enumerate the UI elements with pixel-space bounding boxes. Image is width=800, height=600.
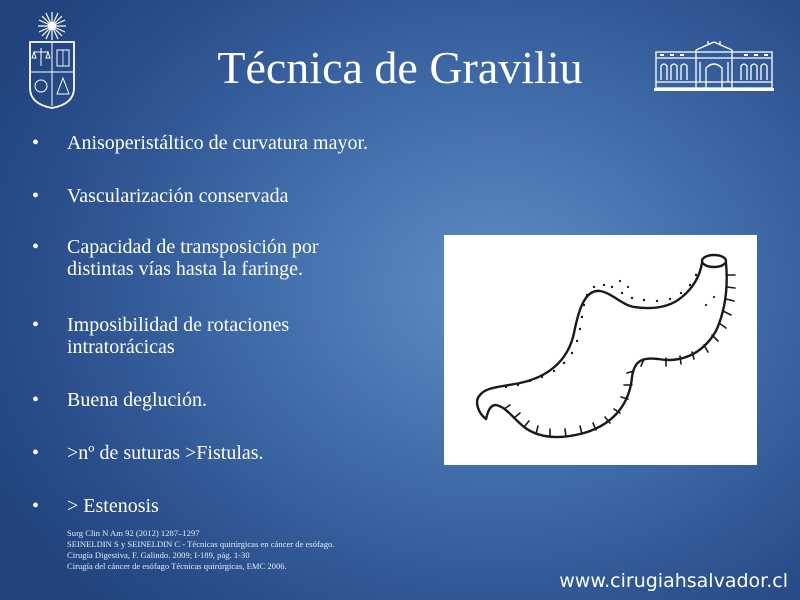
bullet-symbol: • (32, 495, 40, 517)
bullet-text: Anisoperistáltico de curvatura mayor. (67, 132, 369, 154)
bullet-text: Buena deglución. (67, 389, 207, 411)
reference-line: Cirugía del cáncer de esófago Técnicas quirúrgicas, EMC 2006. (67, 561, 287, 571)
bullet-text: Capacidad de transposición por distintas vías hasta la faringe. (67, 236, 319, 280)
bullet-symbol: • (32, 236, 40, 258)
footer-url: www.cirugiahsalvador.cl (559, 570, 788, 592)
slide-title: Técnica de Graviliu (217, 42, 583, 93)
reference-line: Cirugía Digestiva, F. Galindo. 2009; I-189, pág. 1-30 (67, 550, 250, 560)
reference-line: SEINELDIN S y SEINELDIN C - Técnicas quirúrgicas en cáncer de esófago. (67, 539, 335, 549)
bullet-symbol: • (32, 132, 40, 154)
bullet-symbol: • (32, 389, 40, 411)
bullet-symbol: • (32, 442, 40, 464)
bullet-text: >nº de suturas >Fistulas. (67, 442, 264, 464)
bullet-text: Imposibilidad de rotaciones intratorácicas (67, 314, 290, 358)
bullet-text: Vascularización conservada (67, 185, 289, 207)
bullet-text: > Estenosis (67, 495, 159, 517)
bullet-symbol: • (32, 314, 40, 336)
reference-line: Surg Clin N Am 92 (2012) 1287–1297 (67, 528, 200, 538)
bullet-symbol: • (32, 185, 40, 207)
references (67, 528, 447, 572)
gastric-tube-drawing (444, 235, 757, 465)
gastric-tube-illustration (444, 235, 757, 465)
